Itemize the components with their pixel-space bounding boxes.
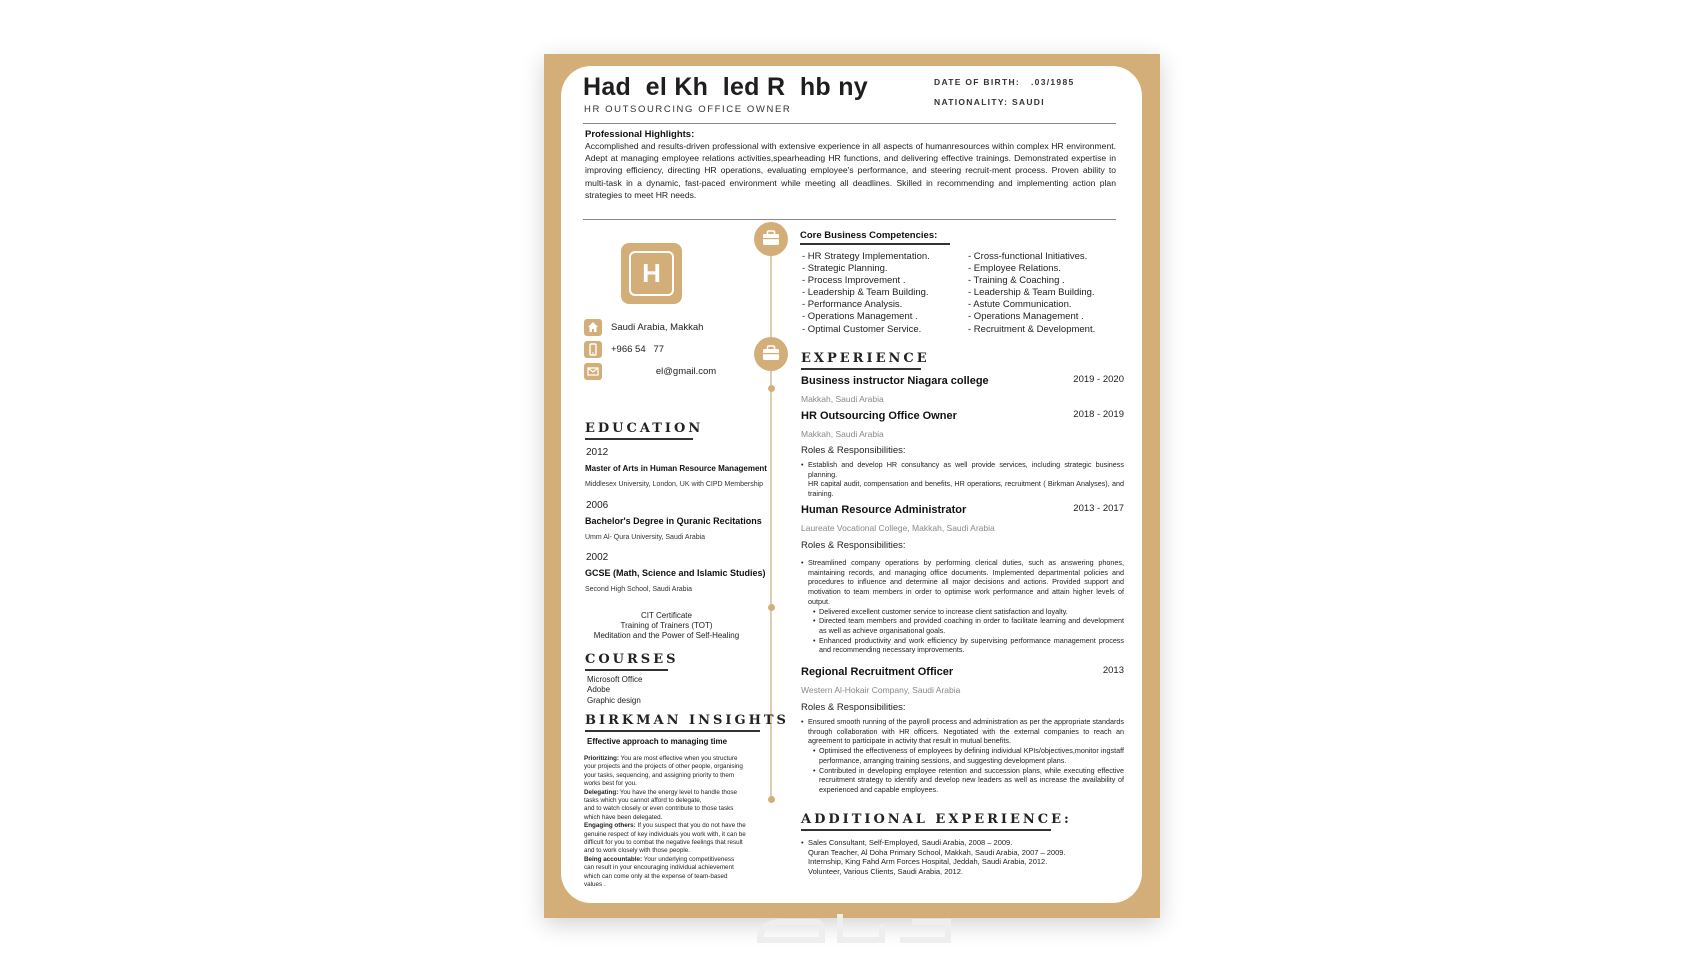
certificates-list [585,611,748,641]
education-degree: GCSE (Math, Science and Islamic Studies) [585,568,766,578]
job-location: Makkah, Saudi Arabia [801,394,884,404]
experience-underline [801,368,921,370]
certificate-item: Meditation and the Power of Self-Healing [593,631,740,640]
job-years: 2018 - 2019 [1073,409,1124,420]
bullet-text: Optimised the effectiveness of employees by defining individual KPIs/objectives,monitor ingstaff performance, arranging training sessions, and suggesting development plans. [819,746,1124,765]
additional-item: Volunteer, Various Clients, Saudi Arabia, 2012. [808,866,963,876]
bullet-text: Enhanced productivity and work efficiency by supervising performance management process and recommending necessary improvements. [819,635,1124,655]
monogram-letter: H [629,251,674,296]
birkman-text: Prioritizing: You are most effective when you structure your projects and the projects of other people, organising your tasks, sequencing, and assigning priority to them works best for you. Delegating: You have the energy level to handle those tasks which you cannot afford to delegate, and to watch closely or even contribute to those tasks which have been delegated. Engaging others: If you suspect that you do not have the genuine respect of key individuals you work with, it can be difficult for you to combat the negative feelings that result and to work closely with those people. Being accountable: Your underlying competitiveness can result in your encouraging individual achievement which can come only at the expense of team-based values . [584,755,746,889]
certificate-item: Training of Trainers (TOT) [620,621,713,630]
competency-item: - Optimal Customer Service. [802,323,922,335]
summary-divider [583,219,1116,220]
birkman-heading: BIRKMAN INSIGHTS [585,713,789,728]
header-divider [583,123,1116,124]
competency-item: - Operations Management . [968,311,1084,323]
job-location: Western Al-Hokair Company, Saudi Arabia [801,685,961,695]
competency-item: - Astute Communication. [968,299,1072,311]
competency-item: - Process Improvement . [802,275,906,287]
education-year: 2012 [586,447,609,458]
birkman-label: Delegating: [584,788,619,796]
timeline-dot [768,385,775,392]
timeline-dot [768,604,775,611]
job-years: 2013 - 2017 [1073,503,1124,514]
job-location: Makkah, Saudi Arabia [801,429,884,439]
education-year: 2002 [586,552,609,563]
competencies-underline [800,243,950,245]
education-institution: Umm Al- Qura University, Saudi Arabia [585,534,706,541]
bullet-text: Directed team members and provided coaching in order to facilitate learning and development as well as achieve organisational goals. [819,616,1124,635]
contact-address: Saudi Arabia, Makkah [611,322,704,333]
additional-list: • Sales Consultant, Self-Employed, Saudi Arabia, 2008 – 2009. Quran Teacher, Al Doha Primary School, Makkah, Saudi Arabia, 2007 – 2009. Internship, King Fahd Arm Forces Hospital, Jeddah, Saudi Arabia, 2012. Volunteer, Various Clients, Saudi Arabia, 2012. [801,838,1066,876]
birkman-label: Prioritizing: [584,755,619,762]
course-item: Graphic design [587,695,641,705]
job-title: Human Resource Administrator [801,504,967,516]
competency-item: - Training & Coaching . [968,275,1065,287]
candidate-title: HR OUTSOURCING OFFICE OWNER [584,104,792,115]
competency-item: - Operations Management . [802,311,918,323]
summary-text: Accomplished and results-driven professional with extensive experience in all aspects of humanresources within complex HR environment. Adept at managing employee relations activities,spearheading HR functions, and delivering effective trainings. Demonstrated expertise in improving efficiency, directing HR operations, evaluating employee's performance, and steering recruit-ment process. Proven ability to multi-task in a dynamic, fast-paced environment while meeting all deadlines. Skilled in recommending and implementing action plan strategies to meet HR needs. [585,141,1116,200]
competencies-right [968,251,1095,336]
competency-item: - Strategic Planning. [802,263,888,275]
bullet-text: Delivered excellent customer service to increase client satisfaction and loyalty. [819,606,1068,616]
courses-heading: COURSES [585,652,679,667]
competency-item: - Cross-functional Initiatives. [968,251,1088,262]
additional-underline [801,829,1051,831]
competency-item: - Employee Relations. [968,263,1061,275]
job-bullets: • Streamlined company operations by performing clerical duties, such as answering phones, maintaining records, and managing office documents. Implemented departmental policies and procedures to influence and determine all major decisions and actions. Provided support and motivation to team members in order to optimise work performance and attain higher levels of output. • Delivered excellent customer service to increase client satisfaction and loyalty. • Directed team members and provided coaching in order to facilitate learning and development as well as achieve organisational goals. • Enhanced productivity and work efficiency by supervising performance management process and recommending necessary improvements. [801,558,1124,655]
job-location: Laureate Vocational College, Makkah, Saudi Arabia [801,523,995,533]
summary-heading: Professional Highlights: [585,129,695,140]
bullet-text: HR capital audit, compensation and benefits, HR operations, recruitment ( Birkman Analyses), and training. [808,479,1124,499]
nationality: NATIONALITY: SAUDI [934,97,1045,107]
education-institution: Second High School, Saudi Arabia [585,586,693,593]
roles-label: Roles & Responsibilities: [801,702,906,713]
courses-underline [585,669,668,671]
education-underline [585,438,693,440]
job-bullets: • Ensured smooth running of the payroll process and administration as per the appropriate standards through collaboration with HR officers. Negotiated with the external companies to reach an agreement to participate in activity that result in mutual benefits. • Optimised the effectiveness of employees by defining individual KPIs/objectives,monitor ingstaff performance, arranging training sessions, and suggesting development plans. • Contributed in developing employee retention and succession plans, while executing effective recruitment strategy to identify and develop new leaders as well as increase the availability of experienced and capable employees. [801,717,1124,794]
bullet-text: Streamlined company operations by performing clerical duties, such as answering phones, maintaining records, and managing office documents. Implemented departmental policies and procedures to influence and determine all major decisions and actions. Provided support and motivation to team members in order to optimise work performance and attain higher levels of output. [808,558,1124,606]
bullet-text: Ensured smooth running of the payroll process and administration as per the appropriate standards through collaboration with HR officers. Negotiated with the external companies to reach an agreement to participate in activity that result in mutual benefits. [808,717,1124,746]
mail-icon [584,363,602,380]
education-degree: Master of Arts in Human Resource Management [585,464,767,473]
additional-item: Quran Teacher, Al Doha Primary School, Makkah, Saudi Arabia, 2007 – 2009. [808,847,1066,857]
job-title: Business instructor Niagara college [801,375,989,387]
competencies-left [802,251,930,336]
contact-email: el@gmail.com [611,366,717,377]
course-item: Microsoft Office [587,675,643,684]
job-title: HR Outsourcing Office Owner [801,410,957,422]
job-years: 2013 [1102,665,1124,676]
competencies-heading: Core Business Competencies: [800,230,938,241]
competency-item: - Leadership & Team Building. [968,287,1095,299]
birkman-label: Being accountable: [584,855,643,863]
roles-label: Roles & Responsibilities: [801,540,906,551]
course-item: Adobe [587,685,611,695]
education-year: 2006 [586,500,609,511]
candidate-name: Had el Kh led R hb ny [583,73,869,101]
competency-item: - Performance Analysis. [802,299,903,311]
education-degree: Bachelor's Degree in Quranic Recitations [585,516,762,526]
job-title: Regional Recruitment Officer [801,666,954,678]
home-icon [584,319,602,336]
additional-item: Sales Consultant, Self-Employed, Saudi Arabia, 2008 – 2009. [808,838,1013,847]
job-years: 2019 - 2020 [1073,374,1124,385]
additional-item: Internship, King Fahd Arm Forces Hospital, Jeddah, Saudi Arabia, 2012. [808,857,1048,867]
competency-item: - Recruitment & Development. [968,323,1096,335]
date-of-birth: DATE OF BIRTH: .03/1985 [934,77,1075,87]
briefcase-icon [754,222,788,256]
birkman-label: Engaging others: [584,822,636,830]
birkman-subheading: Effective approach to managing time [587,737,728,746]
timeline-dot [768,796,775,803]
additional-heading: ADDITIONAL EXPERIENCE: [801,812,1072,827]
bullet-text: Establish and develop HR consultancy as well provide services, including strategic business planning. [808,460,1124,479]
phone-icon [584,341,602,358]
job-bullets: • Establish and develop HR consultancy as well provide services, including strategic business planning. HR capital audit, compensation and benefits, HR operations, recruitment ( Birkman Analyses), and training. [801,460,1124,499]
certificate-item: CIT Certificate [641,611,692,620]
roles-label: Roles & Responsibilities: [801,445,906,456]
contact-phone: +966 54 77 [611,344,667,355]
birkman-underline [585,730,760,732]
watermark-logo [752,904,957,956]
education-heading: EDUCATION [585,421,704,436]
briefcase-icon [754,337,788,371]
competency-item: - Leadership & Team Building. [802,287,929,299]
experience-heading: EXPERIENCE [801,351,930,366]
bullet-text: Contributed in developing employee retention and succession plans, while executing effective recruitment strategy to identify and develop new leaders as well as increase the availability of experienced and capable employees. [819,765,1124,794]
courses-list [587,675,642,706]
education-institution: Middlesex University, London, UK with CIPD Membership [585,481,764,488]
competency-item: - HR Strategy Implementation. [802,251,930,262]
